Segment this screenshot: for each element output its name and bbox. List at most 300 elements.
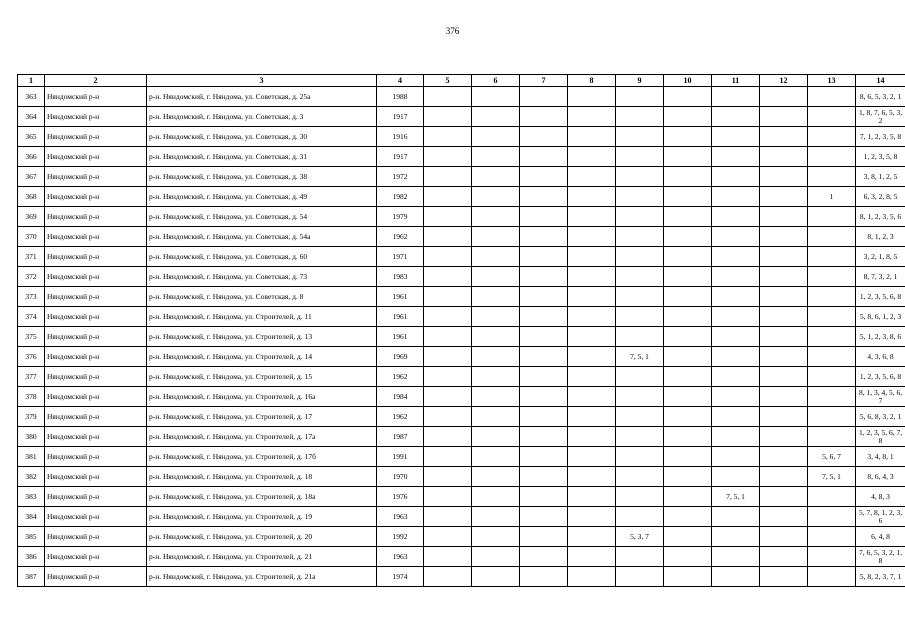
table-cell-col-14: 8, 1, 2, 3, 5, 6 [856, 207, 905, 227]
table-cell-col-1: 383 [18, 487, 45, 507]
table-cell-col-14: 8, 6, 5, 3, 2, 1 [856, 87, 905, 107]
table-cell-col-1: 377 [18, 367, 45, 387]
table-cell-col-11 [712, 87, 760, 107]
table-cell-col-14: 5, 6, 8, 3, 2, 1 [856, 407, 905, 427]
table-cell-col-9 [616, 247, 664, 267]
table-cell-col-14: 1, 2, 3, 5, 6, 8 [856, 287, 905, 307]
table-row [18, 387, 905, 407]
table-cell-col-13 [808, 227, 856, 247]
table-cell-col-14: 4, 3, 6, 8 [856, 347, 905, 367]
table-cell-col-2: Няндомский р-н [45, 107, 147, 127]
table-cell-col-11 [712, 227, 760, 247]
table-cell-col-4: 1961 [377, 307, 424, 327]
table-cell-col-13 [808, 567, 856, 587]
table-cell-col-9 [616, 507, 664, 527]
table-row [18, 547, 905, 567]
table-cell-col-9 [616, 547, 664, 567]
table-cell-col-1: 367 [18, 167, 45, 187]
table-cell-col-6 [472, 227, 520, 247]
table-cell-col-12 [760, 367, 808, 387]
table-cell-col-13: 1 [808, 187, 856, 207]
table-cell-col-3: р-н. Няндомский, г. Няндома, ул. Строителей, д. 15 [147, 367, 377, 387]
table-cell-col-12 [760, 467, 808, 487]
table-cell-col-10 [664, 207, 712, 227]
header-row [18, 75, 905, 87]
table-cell-col-10 [664, 167, 712, 187]
table-cell-col-7 [520, 147, 568, 167]
table-cell-col-13 [808, 367, 856, 387]
table-cell-col-8 [568, 427, 616, 447]
table-cell-col-8 [568, 487, 616, 507]
table-cell-col-8 [568, 347, 616, 367]
table-cell-col-9 [616, 427, 664, 447]
table-cell-col-8 [568, 307, 616, 327]
table-cell-col-9 [616, 447, 664, 467]
table-cell-col-14: 8, 7, 3, 2, 1 [856, 267, 905, 287]
table-cell-col-6 [472, 547, 520, 567]
table-cell-col-3: р-н. Няндомский, г. Няндома, ул. Советская, д. 31 [147, 147, 377, 167]
table-cell-col-2: Няндомский р-н [45, 127, 147, 147]
table-cell-col-10 [664, 527, 712, 547]
table-cell-col-13 [808, 387, 856, 407]
table-cell-col-2: Няндомский р-н [45, 487, 147, 507]
table-cell-col-5 [424, 567, 472, 587]
table-cell-col-13 [808, 347, 856, 367]
table-cell-col-12 [760, 547, 808, 567]
table-cell-col-14: 8, 1, 3, 4, 5, 6, 7 [856, 387, 905, 407]
table-cell-col-4: 1917 [377, 147, 424, 167]
table-cell-col-11 [712, 447, 760, 467]
table-cell-col-5 [424, 447, 472, 467]
table-cell-col-3: р-н. Няндомский, г. Няндома, ул. Строителей, д. 18а [147, 487, 377, 507]
table-row [18, 287, 905, 307]
table-cell-col-11 [712, 307, 760, 327]
table-cell-col-1: 378 [18, 387, 45, 407]
table-cell-col-11 [712, 107, 760, 127]
table-cell-col-10 [664, 407, 712, 427]
table-cell-col-6 [472, 567, 520, 587]
table-cell-col-14: 1, 2, 3, 5, 8 [856, 147, 905, 167]
table-cell-col-5 [424, 207, 472, 227]
column-header-4: 4 [377, 75, 424, 87]
table-cell-col-8 [568, 567, 616, 587]
table-cell-col-6 [472, 267, 520, 287]
table-cell-col-4: 1976 [377, 487, 424, 507]
table-cell-col-11 [712, 567, 760, 587]
table-cell-col-3: р-н. Няндомский, г. Няндома, ул. Строителей, д. 14 [147, 347, 377, 367]
table-row [18, 247, 905, 267]
table-cell-col-1: 364 [18, 107, 45, 127]
table-cell-col-8 [568, 387, 616, 407]
table-cell-col-4: 1963 [377, 507, 424, 527]
table-cell-col-6 [472, 247, 520, 267]
table-header [18, 75, 905, 87]
table-cell-col-2: Няндомский р-н [45, 267, 147, 287]
table-cell-col-2: Няндомский р-н [45, 547, 147, 567]
table-cell-col-11 [712, 147, 760, 167]
table-cell-col-8 [568, 367, 616, 387]
table-cell-col-8 [568, 187, 616, 207]
table-cell-col-4: 1961 [377, 327, 424, 347]
table-cell-col-1: 385 [18, 527, 45, 547]
table-cell-col-2: Няндомский р-н [45, 167, 147, 187]
table-cell-col-4: 1970 [377, 467, 424, 487]
table-cell-col-10 [664, 547, 712, 567]
table-cell-col-10 [664, 427, 712, 447]
table-cell-col-4: 1972 [377, 167, 424, 187]
table-cell-col-10 [664, 87, 712, 107]
table-cell-col-4: 1962 [377, 407, 424, 427]
table-cell-col-9: 5, 3, 7 [616, 527, 664, 547]
table-cell-col-6 [472, 527, 520, 547]
table-cell-col-10 [664, 227, 712, 247]
table-cell-col-12 [760, 307, 808, 327]
column-header-14: 14 [856, 75, 905, 87]
table-cell-col-2: Няндомский р-н [45, 387, 147, 407]
table-cell-col-7 [520, 567, 568, 587]
table-cell-col-10 [664, 327, 712, 347]
table-cell-col-11 [712, 507, 760, 527]
table-cell-col-5 [424, 167, 472, 187]
table-cell-col-5 [424, 387, 472, 407]
table-cell-col-6 [472, 427, 520, 447]
table-cell-col-6 [472, 107, 520, 127]
table-cell-col-1: 381 [18, 447, 45, 467]
table-cell-col-4: 1963 [377, 547, 424, 567]
table-cell-col-1: 380 [18, 427, 45, 447]
table-cell-col-10 [664, 367, 712, 387]
table-cell-col-2: Няндомский р-н [45, 327, 147, 347]
table-cell-col-12 [760, 187, 808, 207]
table-cell-col-13 [808, 107, 856, 127]
table-row [18, 407, 905, 427]
table-cell-col-7 [520, 227, 568, 247]
table-cell-col-14: 1, 2, 3, 5, 6, 7, 8 [856, 427, 905, 447]
table-cell-col-10 [664, 127, 712, 147]
table-cell-col-1: 387 [18, 567, 45, 587]
table-cell-col-6 [472, 467, 520, 487]
table-cell-col-2: Няндомский р-н [45, 147, 147, 167]
table-cell-col-14: 3, 8, 1, 2, 5 [856, 167, 905, 187]
table-cell-col-9 [616, 567, 664, 587]
table-cell-col-9 [616, 327, 664, 347]
table-cell-col-3: р-н. Няндомский, г. Няндома, ул. Советская, д. 60 [147, 247, 377, 267]
table-cell-col-2: Няндомский р-н [45, 467, 147, 487]
table-cell-col-11: 7, 5, 1 [712, 487, 760, 507]
table-cell-col-8 [568, 127, 616, 147]
table-cell-col-14: 6, 3, 2, 8, 5 [856, 187, 905, 207]
table-cell-col-3: р-н. Няндомский, г. Няндома, ул. Строителей, д. 17 [147, 407, 377, 427]
table-cell-col-13 [808, 267, 856, 287]
table-cell-col-10 [664, 307, 712, 327]
table-cell-col-11 [712, 127, 760, 147]
table-cell-col-2: Няндомский р-н [45, 187, 147, 207]
table-cell-col-3: р-н. Няндомский, г. Няндома, ул. Строителей, д. 11 [147, 307, 377, 327]
table-cell-col-5 [424, 187, 472, 207]
table-cell-col-9 [616, 307, 664, 327]
table-cell-col-6 [472, 87, 520, 107]
table-cell-col-10 [664, 107, 712, 127]
table-row [18, 207, 905, 227]
table-row [18, 327, 905, 347]
column-header-12: 12 [760, 75, 808, 87]
table-cell-col-1: 375 [18, 327, 45, 347]
table-cell-col-4: 1991 [377, 447, 424, 467]
table-cell-col-12 [760, 507, 808, 527]
table-cell-col-14: 1, 2, 3, 5, 6, 8 [856, 367, 905, 387]
table-cell-col-7 [520, 387, 568, 407]
table-cell-col-2: Няндомский р-н [45, 367, 147, 387]
table-cell-col-6 [472, 127, 520, 147]
table-cell-col-8 [568, 147, 616, 167]
table-cell-col-5 [424, 367, 472, 387]
table-row [18, 227, 905, 247]
table-cell-col-6 [472, 347, 520, 367]
table-cell-col-2: Няндомский р-н [45, 87, 147, 107]
table-cell-col-2: Няндомский р-н [45, 567, 147, 587]
table-cell-col-14: 3, 4, 8, 1 [856, 447, 905, 467]
table-cell-col-13 [808, 167, 856, 187]
table-cell-col-6 [472, 207, 520, 227]
table-cell-col-7 [520, 547, 568, 567]
table-cell-col-8 [568, 547, 616, 567]
table-cell-col-4: 1916 [377, 127, 424, 147]
table-cell-col-1: 363 [18, 87, 45, 107]
table-cell-col-4: 1969 [377, 347, 424, 367]
table-cell-col-6 [472, 507, 520, 527]
table-row [18, 167, 905, 187]
table-cell-col-6 [472, 367, 520, 387]
table-cell-col-13 [808, 247, 856, 267]
table-cell-col-8 [568, 527, 616, 547]
table-cell-col-7 [520, 447, 568, 467]
table-cell-col-3: р-н. Няндомский, г. Няндома, ул. Советская, д. 3 [147, 107, 377, 127]
table-cell-col-9 [616, 167, 664, 187]
table-cell-col-12 [760, 407, 808, 427]
table-cell-col-6 [472, 487, 520, 507]
table-cell-col-1: 370 [18, 227, 45, 247]
table-cell-col-4: 1979 [377, 207, 424, 227]
table-cell-col-7 [520, 507, 568, 527]
table-cell-col-7 [520, 347, 568, 367]
table-cell-col-10 [664, 187, 712, 207]
table-cell-col-4: 1987 [377, 427, 424, 447]
table-cell-col-3: р-н. Няндомский, г. Няндома, ул. Строителей, д. 21 [147, 547, 377, 567]
table-body [18, 87, 905, 587]
table-cell-col-7 [520, 427, 568, 447]
table-row [18, 267, 905, 287]
table-cell-col-11 [712, 267, 760, 287]
table-cell-col-7 [520, 187, 568, 207]
table-cell-col-2: Няндомский р-н [45, 347, 147, 367]
table-cell-col-13 [808, 407, 856, 427]
table-cell-col-8 [568, 467, 616, 487]
table-cell-col-3: р-н. Няндомский, г. Няндома, ул. Советская, д. 38 [147, 167, 377, 187]
table-cell-col-2: Няндомский р-н [45, 447, 147, 467]
table-cell-col-9 [616, 147, 664, 167]
column-header-6: 6 [472, 75, 520, 87]
table-cell-col-4: 1917 [377, 107, 424, 127]
table-cell-col-2: Няндомский р-н [45, 227, 147, 247]
table-cell-col-11 [712, 407, 760, 427]
table-row [18, 487, 905, 507]
table-cell-col-6 [472, 447, 520, 467]
table-cell-col-9 [616, 267, 664, 287]
table-row [18, 567, 905, 587]
column-header-2: 2 [45, 75, 147, 87]
table-cell-col-1: 384 [18, 507, 45, 527]
table-row [18, 87, 905, 107]
table-cell-col-10 [664, 487, 712, 507]
table-cell-col-14: 7, 6, 5, 3, 2, 1, 8 [856, 547, 905, 567]
table-cell-col-7 [520, 307, 568, 327]
table-cell-col-7 [520, 107, 568, 127]
table-cell-col-5 [424, 327, 472, 347]
table-cell-col-1: 365 [18, 127, 45, 147]
table-cell-col-3: р-н. Няндомский, г. Няндома, ул. Советская, д. 73 [147, 267, 377, 287]
table-cell-col-4: 1982 [377, 187, 424, 207]
table-cell-col-1: 372 [18, 267, 45, 287]
table-cell-col-6 [472, 187, 520, 207]
table-cell-col-2: Няндомский р-н [45, 287, 147, 307]
table-cell-col-12 [760, 127, 808, 147]
table-cell-col-7 [520, 487, 568, 507]
table-cell-col-11 [712, 427, 760, 447]
page-number: 376 [445, 26, 460, 36]
table-cell-col-8 [568, 87, 616, 107]
table-cell-col-1: 366 [18, 147, 45, 167]
table-cell-col-7 [520, 287, 568, 307]
table-cell-col-9 [616, 387, 664, 407]
table-cell-col-14: 5, 8, 6, 1, 2, 3 [856, 307, 905, 327]
table-cell-col-9 [616, 407, 664, 427]
table-cell-col-5 [424, 267, 472, 287]
table-cell-col-2: Няндомский р-н [45, 247, 147, 267]
table-cell-col-11 [712, 287, 760, 307]
table-cell-col-12 [760, 207, 808, 227]
table-cell-col-12 [760, 387, 808, 407]
table-cell-col-8 [568, 107, 616, 127]
table-cell-col-1: 373 [18, 287, 45, 307]
table-cell-col-9 [616, 227, 664, 247]
table-cell-col-13 [808, 127, 856, 147]
table-cell-col-11 [712, 167, 760, 187]
table-cell-col-13 [808, 507, 856, 527]
table-cell-col-9 [616, 87, 664, 107]
table-cell-col-9 [616, 287, 664, 307]
table-cell-col-7 [520, 267, 568, 287]
table-cell-col-1: 386 [18, 547, 45, 567]
table-cell-col-14: 5, 8, 2, 3, 7, 1 [856, 567, 905, 587]
table-cell-col-7 [520, 87, 568, 107]
table-cell-col-4: 1992 [377, 527, 424, 547]
table-cell-col-9 [616, 187, 664, 207]
table-cell-col-11 [712, 207, 760, 227]
table-cell-col-11 [712, 527, 760, 547]
table-cell-col-5 [424, 287, 472, 307]
table-cell-col-7 [520, 467, 568, 487]
table-cell-col-12 [760, 427, 808, 447]
table-cell-col-6 [472, 407, 520, 427]
table-cell-col-9: 7, 5, 1 [616, 347, 664, 367]
table-cell-col-7 [520, 167, 568, 187]
table-cell-col-8 [568, 507, 616, 527]
table-cell-col-3: р-н. Няндомский, г. Няндома, ул. Советская, д. 54 [147, 207, 377, 227]
table-cell-col-8 [568, 227, 616, 247]
table-cell-col-5 [424, 227, 472, 247]
column-header-9: 9 [616, 75, 664, 87]
table-cell-col-3: р-н. Няндомский, г. Няндома, ул. Советская, д. 54а [147, 227, 377, 247]
table-cell-col-12 [760, 247, 808, 267]
table-cell-col-14: 7, 1, 2, 3, 5, 8 [856, 127, 905, 147]
table-cell-col-1: 379 [18, 407, 45, 427]
table-cell-col-5 [424, 247, 472, 267]
table-cell-col-8 [568, 287, 616, 307]
table-cell-col-2: Няндомский р-н [45, 507, 147, 527]
table-cell-col-2: Няндомский р-н [45, 527, 147, 547]
table-cell-col-3: р-н. Няндомский, г. Няндома, ул. Советская, д. 30 [147, 127, 377, 147]
table-cell-col-8 [568, 447, 616, 467]
table-cell-col-7 [520, 367, 568, 387]
table-cell-col-5 [424, 427, 472, 447]
table-cell-col-9 [616, 107, 664, 127]
table-cell-col-3: р-н. Няндомский, г. Няндома, ул. Строителей, д. 17а [147, 427, 377, 447]
table-row [18, 147, 905, 167]
table-cell-col-14: 8, 1, 2, 3 [856, 227, 905, 247]
table-cell-col-12 [760, 567, 808, 587]
table-cell-col-10 [664, 467, 712, 487]
table-cell-col-8 [568, 247, 616, 267]
table-cell-col-12 [760, 147, 808, 167]
table-cell-col-12 [760, 327, 808, 347]
table-cell-col-4: 1962 [377, 367, 424, 387]
table-cell-col-5 [424, 467, 472, 487]
table-cell-col-9 [616, 487, 664, 507]
column-header-13: 13 [808, 75, 856, 87]
table-cell-col-4: 1983 [377, 267, 424, 287]
table-row [18, 447, 905, 467]
table-cell-col-5 [424, 127, 472, 147]
table-cell-col-13 [808, 147, 856, 167]
table-row [18, 507, 905, 527]
table-cell-col-14: 4, 8, 3 [856, 487, 905, 507]
table-cell-col-5 [424, 107, 472, 127]
column-header-1: 1 [18, 75, 45, 87]
table-cell-col-8 [568, 327, 616, 347]
table-cell-col-14: 5, 1, 2, 3, 8, 6 [856, 327, 905, 347]
table-cell-col-3: р-н. Няндомский, г. Няндома, ул. Строителей, д. 19 [147, 507, 377, 527]
table-cell-col-5 [424, 547, 472, 567]
table-cell-col-8 [568, 267, 616, 287]
table-cell-col-12 [760, 227, 808, 247]
table-cell-col-13 [808, 287, 856, 307]
table-cell-col-7 [520, 527, 568, 547]
column-header-8: 8 [568, 75, 616, 87]
table-cell-col-3: р-н. Няндомский, г. Няндома, ул. Строителей, д. 17б [147, 447, 377, 467]
column-header-3: 3 [147, 75, 377, 87]
column-header-11: 11 [712, 75, 760, 87]
table-cell-col-7 [520, 247, 568, 267]
table-row [18, 527, 905, 547]
table-cell-col-3: р-н. Няндомский, г. Няндома, ул. Советская, д. 8 [147, 287, 377, 307]
table-cell-col-1: 371 [18, 247, 45, 267]
table-cell-col-1: 368 [18, 187, 45, 207]
table-cell-col-10 [664, 387, 712, 407]
table-cell-col-1: 369 [18, 207, 45, 227]
table-cell-col-3: р-н. Няндомский, г. Няндома, ул. Строителей, д. 21а [147, 567, 377, 587]
table-cell-col-6 [472, 147, 520, 167]
table-cell-col-8 [568, 167, 616, 187]
